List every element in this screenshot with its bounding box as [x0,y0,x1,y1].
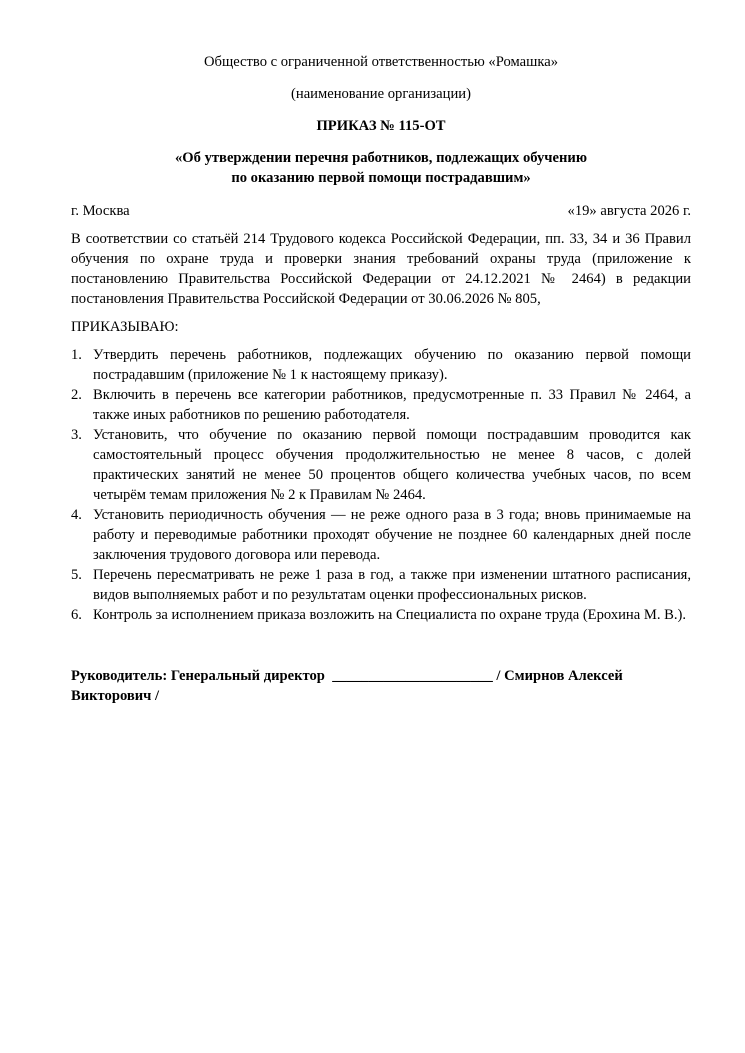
list-item [71,605,691,625]
list-item [71,505,691,565]
item-number: 5. [71,567,82,583]
preamble: В соответствии со статьёй 214 Трудового кодекса Российской Федерации, пп. 33, 34 и 36 Правил обучения по охране труда и проверки знания требований охраны труда (приложение к постановлению Правительства Российской Федерации от 24.12.2021 № 2464) в редакции постановления Правительства Российской Федерации от 30.06.2026 № 805, [71,231,691,307]
organization-caption: (наименование организации) [291,86,471,102]
list-item [71,345,691,385]
list-item [71,565,691,605]
list-item [71,385,691,425]
item-number: 3. [71,427,82,443]
order-date: «19» августа 2026 г. [567,203,691,219]
order-items-list [71,345,691,625]
document-page [71,52,691,706]
item-text: Перечень пересматривать не реже 1 раза в год, а также при изменении штатного расписания, видов выполняемых работ и по результатам оценки профессиональных рисков. [93,567,691,603]
city: г. Москва [71,203,130,219]
order-subject [71,148,691,188]
item-text: Контроль за исполнением приказа возложить на Специалиста по охране труда (Ерохина М. В.). [93,607,687,623]
order-subject-line-1: «Об утверждении перечня работников, подлежащих обучению [175,150,587,166]
item-text: Включить в перечень все категории работников, предусмотренные п. 33 Правил № 2464, а также иных работников по решению работодателя. [93,387,691,423]
order-subject-line-2: по оказанию первой помощи пострадавшим» [231,170,531,186]
item-text: Утвердить перечень работников, подлежащих обучению по оказанию первой помощи пострадавшим (приложение № 1 к настоящему приказу). [93,347,691,383]
item-number: 6. [71,607,82,623]
item-text: Установить, что обучение по оказанию первой помощи пострадавшим проводится как самостоятельный процесс обучения продолжительностью не менее 8 часов, с долей практических занятий не менее 50 процентов общего количества учебных часов, по всем четырём темам приложения № 2 к Правилам № 2464. [93,427,691,503]
place-date-row [71,201,691,221]
signer-name: / Смирнов Алексей Викторович / [71,668,623,704]
order-word: ПРИКАЗЫВАЮ: [71,319,179,335]
signature-line: ______________________ [332,668,493,684]
list-item [71,425,691,505]
item-text: Установить периодичность обучения — не реже одного раза в 3 года; вновь принимаемые на работу и переводимые работники проходят обучение не позднее 60 календарных дней после заключения трудового договора или перевода. [93,507,691,563]
order-title: ПРИКАЗ № 115-ОТ [316,118,446,134]
item-number: 2. [71,387,82,403]
item-number: 1. [71,347,82,363]
organization-name: Общество с ограниченной ответственностью «Ромашка» [204,54,558,70]
item-number: 4. [71,507,82,523]
signer-role: Руководитель: Генеральный директор [71,668,325,684]
signature-block [71,666,691,706]
